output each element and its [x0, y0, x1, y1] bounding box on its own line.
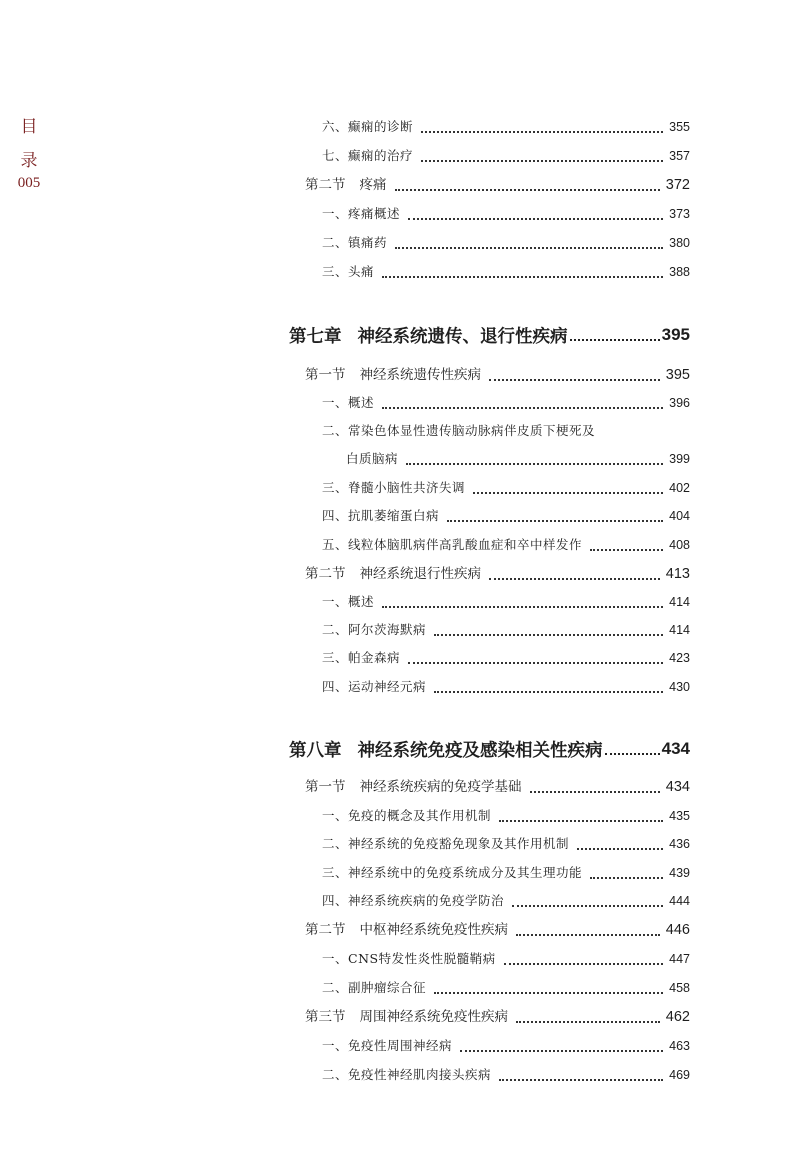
toc-item[interactable]: [0, 1033, 690, 1055]
leader-dots: [530, 791, 660, 793]
toc-section[interactable]: [0, 1004, 690, 1026]
toc-section-page: 395: [665, 367, 690, 383]
toc-item-label: 三、帕金森病: [322, 650, 401, 665]
leader-dots: [382, 276, 663, 278]
toc-item[interactable]: [0, 201, 690, 223]
leader-dots: [590, 549, 663, 551]
leader-dots: [406, 463, 663, 465]
toc-item-page: 408: [669, 538, 690, 552]
toc-chapter-7[interactable]: [0, 318, 690, 346]
toc-item-label: 一、概述: [322, 395, 375, 410]
toc-item-label: 白质脑病: [346, 451, 399, 466]
chapter-number: 第七章: [289, 327, 342, 347]
toc-item-label: 二、常染色体显性遗传脑动脉病伴皮质下梗死及: [322, 423, 596, 438]
toc-item-page: 355: [669, 120, 690, 134]
toc-item[interactable]: [0, 860, 690, 882]
toc-item-page: 439: [669, 866, 690, 880]
leader-dots: [395, 189, 660, 191]
toc-item[interactable]: [0, 418, 690, 440]
leader-dots: [408, 662, 663, 664]
toc-item-label: 三、神经系统中的免疫系统成分及其生理功能: [322, 865, 583, 880]
toc-item-label: 二、副肿瘤综合征: [322, 980, 427, 995]
toc-item-page: 423: [669, 651, 690, 665]
leader-dots: [516, 1021, 660, 1023]
leader-dots: [460, 1050, 663, 1052]
leader-dots: [434, 691, 663, 693]
toc-item[interactable]: [0, 143, 690, 165]
toc-item-page: 373: [669, 207, 690, 221]
toc-section-page: 372: [665, 177, 690, 193]
toc-item[interactable]: [0, 617, 690, 639]
toc-item[interactable]: [0, 390, 690, 412]
toc-item-continuation[interactable]: [0, 446, 690, 468]
toc-item-label: 一、CNS特发性炎性脱髓鞘病: [322, 951, 496, 966]
toc-item[interactable]: [0, 114, 690, 136]
section-title: 神经系统退行性疾病: [359, 566, 481, 581]
toc-item-page: 447: [669, 952, 690, 966]
toc-item-page: 458: [669, 981, 690, 995]
toc-item-page: 357: [669, 149, 690, 163]
section-number: 第二节: [305, 922, 346, 937]
toc-item-label: 三、头痛: [322, 264, 375, 279]
toc-item-label: 二、镇痛药: [322, 235, 388, 250]
toc-section[interactable]: [0, 561, 690, 583]
toc-item-page: 430: [669, 680, 690, 694]
section-title: 神经系统疾病的免疫学基础: [359, 779, 522, 794]
section-title: 周围神经系统免疫性疾病: [359, 1009, 508, 1024]
leader-dots: [434, 992, 663, 994]
leader-dots: [473, 492, 663, 494]
toc-item-page: 404: [669, 509, 690, 523]
leader-dots: [499, 820, 663, 822]
section-title: 中枢神经系统免疫性疾病: [359, 922, 508, 937]
toc-item[interactable]: [0, 503, 690, 525]
toc-chapter-page: 395: [661, 325, 690, 344]
section-number: 第一节: [305, 779, 346, 794]
toc-item-page: 399: [669, 452, 690, 466]
toc-section-page: 446: [665, 922, 690, 938]
toc-item-label: 一、疼痛概述: [322, 206, 401, 221]
section-number: 第二节: [305, 566, 346, 581]
toc-item-page: 436: [669, 837, 690, 851]
toc-item-page: 414: [669, 595, 690, 609]
toc-item-label: 四、抗肌萎缩蛋白病: [322, 508, 440, 523]
leader-dots: [605, 753, 660, 755]
sidebar-page-number: 005: [17, 175, 41, 191]
toc-item-label: 三、脊髓小脑性共济失调: [322, 480, 466, 495]
toc-section-label: [305, 778, 522, 796]
toc-section-label: [305, 921, 508, 939]
toc-item-page: 469: [669, 1068, 690, 1082]
toc-section-label: [305, 176, 387, 194]
toc-item[interactable]: [0, 674, 690, 696]
leader-dots: [577, 848, 663, 850]
toc-section[interactable]: [0, 917, 690, 939]
toc-item-label: 五、线粒体脑肌病伴高乳酸血症和卒中样发作: [322, 537, 583, 552]
toc-item[interactable]: [0, 1062, 690, 1084]
chapter-title: 神经系统遗传、退行性疾病: [357, 327, 568, 347]
toc-item[interactable]: [0, 589, 690, 611]
sidebar-title-char-1: 目: [20, 117, 38, 137]
leader-dots: [408, 218, 663, 220]
toc-item-label: 六、癫痫的诊断: [322, 119, 414, 134]
leader-dots: [489, 379, 660, 381]
section-number: 第三节: [305, 1009, 346, 1024]
sidebar-title-char-2: 录: [20, 151, 38, 171]
toc-item-page: 396: [669, 396, 690, 410]
toc-item-label: 一、免疫性周围神经病: [322, 1038, 453, 1053]
toc-item[interactable]: [0, 946, 690, 968]
toc-item-page: 402: [669, 481, 690, 495]
toc-item[interactable]: [0, 259, 690, 281]
section-title: 神经系统遗传性疾病: [359, 367, 481, 382]
leader-dots: [434, 634, 663, 636]
section-number: 第二节: [305, 177, 346, 192]
leader-dots: [590, 877, 663, 879]
toc-item[interactable]: [0, 975, 690, 997]
toc-section-label: [305, 366, 481, 384]
toc-item[interactable]: [0, 475, 690, 497]
toc-item-label: 七、癫痫的治疗: [322, 148, 414, 163]
leader-dots: [382, 606, 663, 608]
toc-item-page: 463: [669, 1039, 690, 1053]
toc-section-page: 413: [665, 566, 690, 582]
leader-dots: [512, 905, 663, 907]
toc-section-label: [305, 1008, 508, 1026]
leader-dots: [570, 339, 660, 341]
toc-item[interactable]: [0, 888, 690, 910]
toc-item-page: 388: [669, 265, 690, 279]
toc-item-page: 444: [669, 894, 690, 908]
chapter-title: 神经系统免疫及感染相关性疾病: [357, 741, 603, 761]
section-number: 第一节: [305, 367, 346, 382]
toc-section[interactable]: [0, 172, 690, 194]
section-title: 疼痛: [359, 177, 387, 192]
toc-section-page: 434: [665, 779, 690, 795]
toc-section[interactable]: [0, 774, 690, 796]
toc-chapter-8[interactable]: [0, 732, 690, 760]
toc-item-page: 380: [669, 236, 690, 250]
toc-item-label: 四、运动神经元病: [322, 679, 427, 694]
toc-item-page: 414: [669, 623, 690, 637]
leader-dots: [447, 520, 663, 522]
toc-item[interactable]: [0, 230, 690, 252]
toc-item[interactable]: [0, 532, 690, 554]
toc-item-label: 一、免疫的概念及其作用机制: [322, 808, 492, 823]
leader-dots: [421, 131, 663, 133]
chapter-number: 第八章: [289, 741, 342, 761]
toc-section-label: [305, 565, 481, 583]
toc-section-page: 462: [665, 1009, 690, 1025]
leader-dots: [395, 247, 663, 249]
toc-chapter-page: 434: [661, 739, 690, 758]
toc-item[interactable]: [0, 645, 690, 667]
toc-chapter-label: [289, 328, 568, 346]
leader-dots: [499, 1079, 663, 1081]
toc-item[interactable]: [0, 831, 690, 853]
leader-dots: [489, 578, 660, 580]
toc-item-label: 四、神经系统疾病的免疫学防治: [322, 893, 505, 908]
leader-dots: [421, 160, 663, 162]
leader-dots: [516, 934, 660, 936]
toc-chapter-label: [289, 742, 603, 760]
leader-dots: [382, 407, 663, 409]
toc-item-page: 435: [669, 809, 690, 823]
toc-item-label: 二、神经系统的免疫豁免现象及其作用机制: [322, 836, 570, 851]
leader-dots: [504, 963, 664, 965]
toc-item[interactable]: [0, 803, 690, 825]
toc-item-label: 一、概述: [322, 594, 375, 609]
toc-item-label: 二、阿尔茨海默病: [322, 622, 427, 637]
toc-section[interactable]: [0, 362, 690, 384]
toc-item-label: 二、免疫性神经肌肉接头疾病: [322, 1067, 492, 1082]
